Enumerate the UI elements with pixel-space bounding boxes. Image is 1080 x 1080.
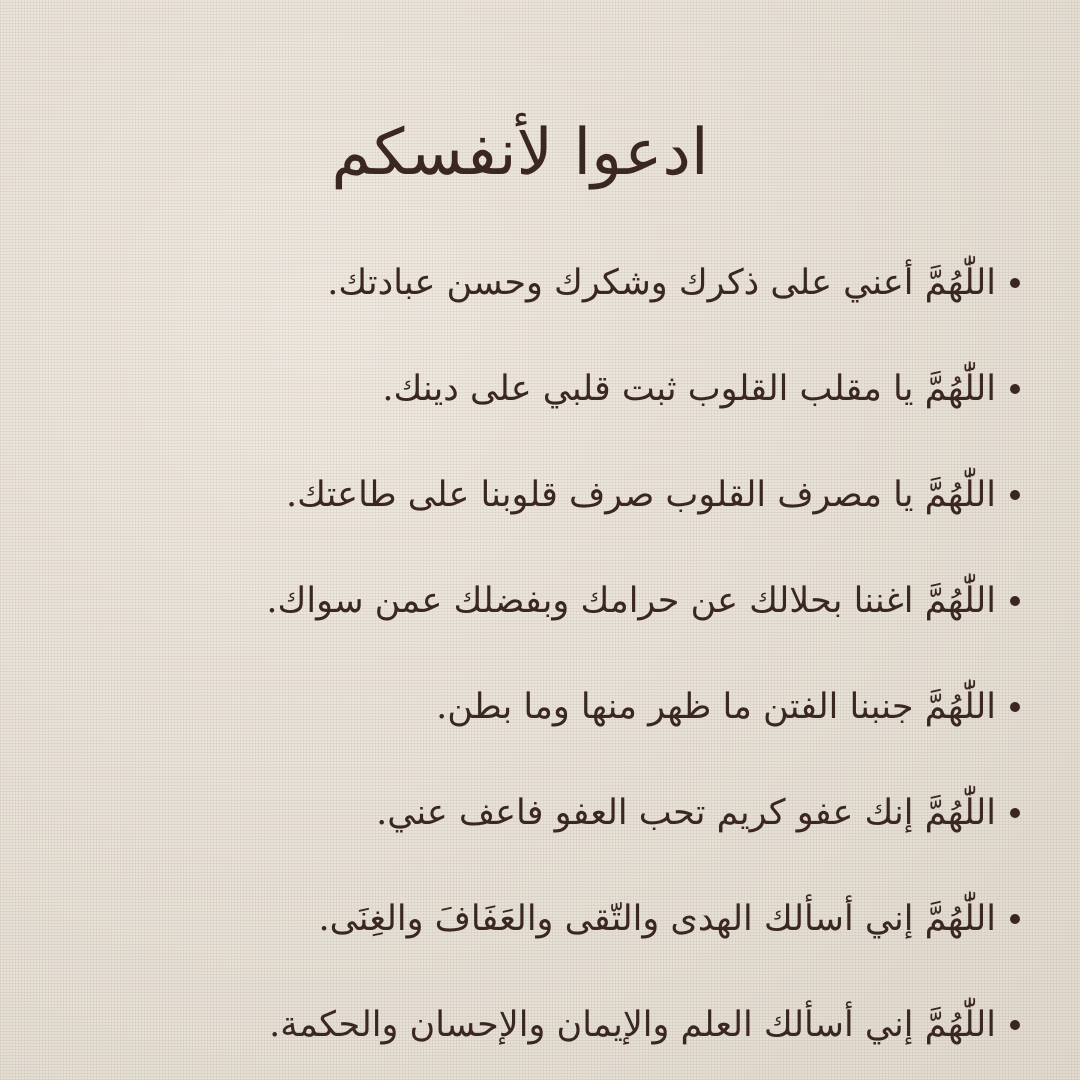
dua-text: اللّٰهُمَّ اغننا بحلالك عن حرامك وبفضلك عمن سواك.	[266, 581, 996, 621]
bullet-icon	[1010, 1020, 1020, 1030]
dua-list	[220, 230, 1020, 1078]
page-title: ادعوا لأنفسكم	[331, 116, 709, 190]
bullet-icon	[1010, 914, 1020, 924]
list-item	[220, 654, 1020, 760]
bullet-icon	[1010, 384, 1020, 394]
dua-text: اللّٰهُمَّ إنك عفو كريم تحب العفو فاعف عني.	[376, 793, 996, 833]
list-item	[220, 972, 1020, 1078]
bullet-icon	[1010, 808, 1020, 818]
list-item	[220, 760, 1020, 866]
list-item	[220, 866, 1020, 972]
bullet-icon	[1010, 702, 1020, 712]
bullet-icon	[1010, 278, 1020, 288]
bullet-icon	[1010, 596, 1020, 606]
dua-text: اللّٰهُمَّ يا مقلب القلوب ثبت قلبي على دينك.	[382, 369, 996, 409]
dua-text: اللّٰهُمَّ إني أسألك العلم والإيمان والإحسان والحكمة.	[269, 1005, 996, 1045]
dua-text: اللّٰهُمَّ يا مصرف القلوب صرف قلوبنا على طاعتك.	[286, 475, 996, 515]
dua-text: اللّٰهُمَّ جنبنا الفتن ما ظهر منها وما بطن.	[436, 687, 996, 727]
list-item	[220, 230, 1020, 336]
list-item	[220, 336, 1020, 442]
bullet-icon	[1010, 490, 1020, 500]
list-item	[220, 548, 1020, 654]
list-item	[220, 442, 1020, 548]
dua-text: اللّٰهُمَّ إني أسألك الهدى والتّقى والعَفَافَ والغِنَى.	[318, 899, 996, 939]
dua-text: اللّٰهُمَّ أعني على ذكرك وشكرك وحسن عبادتك.	[327, 263, 996, 303]
